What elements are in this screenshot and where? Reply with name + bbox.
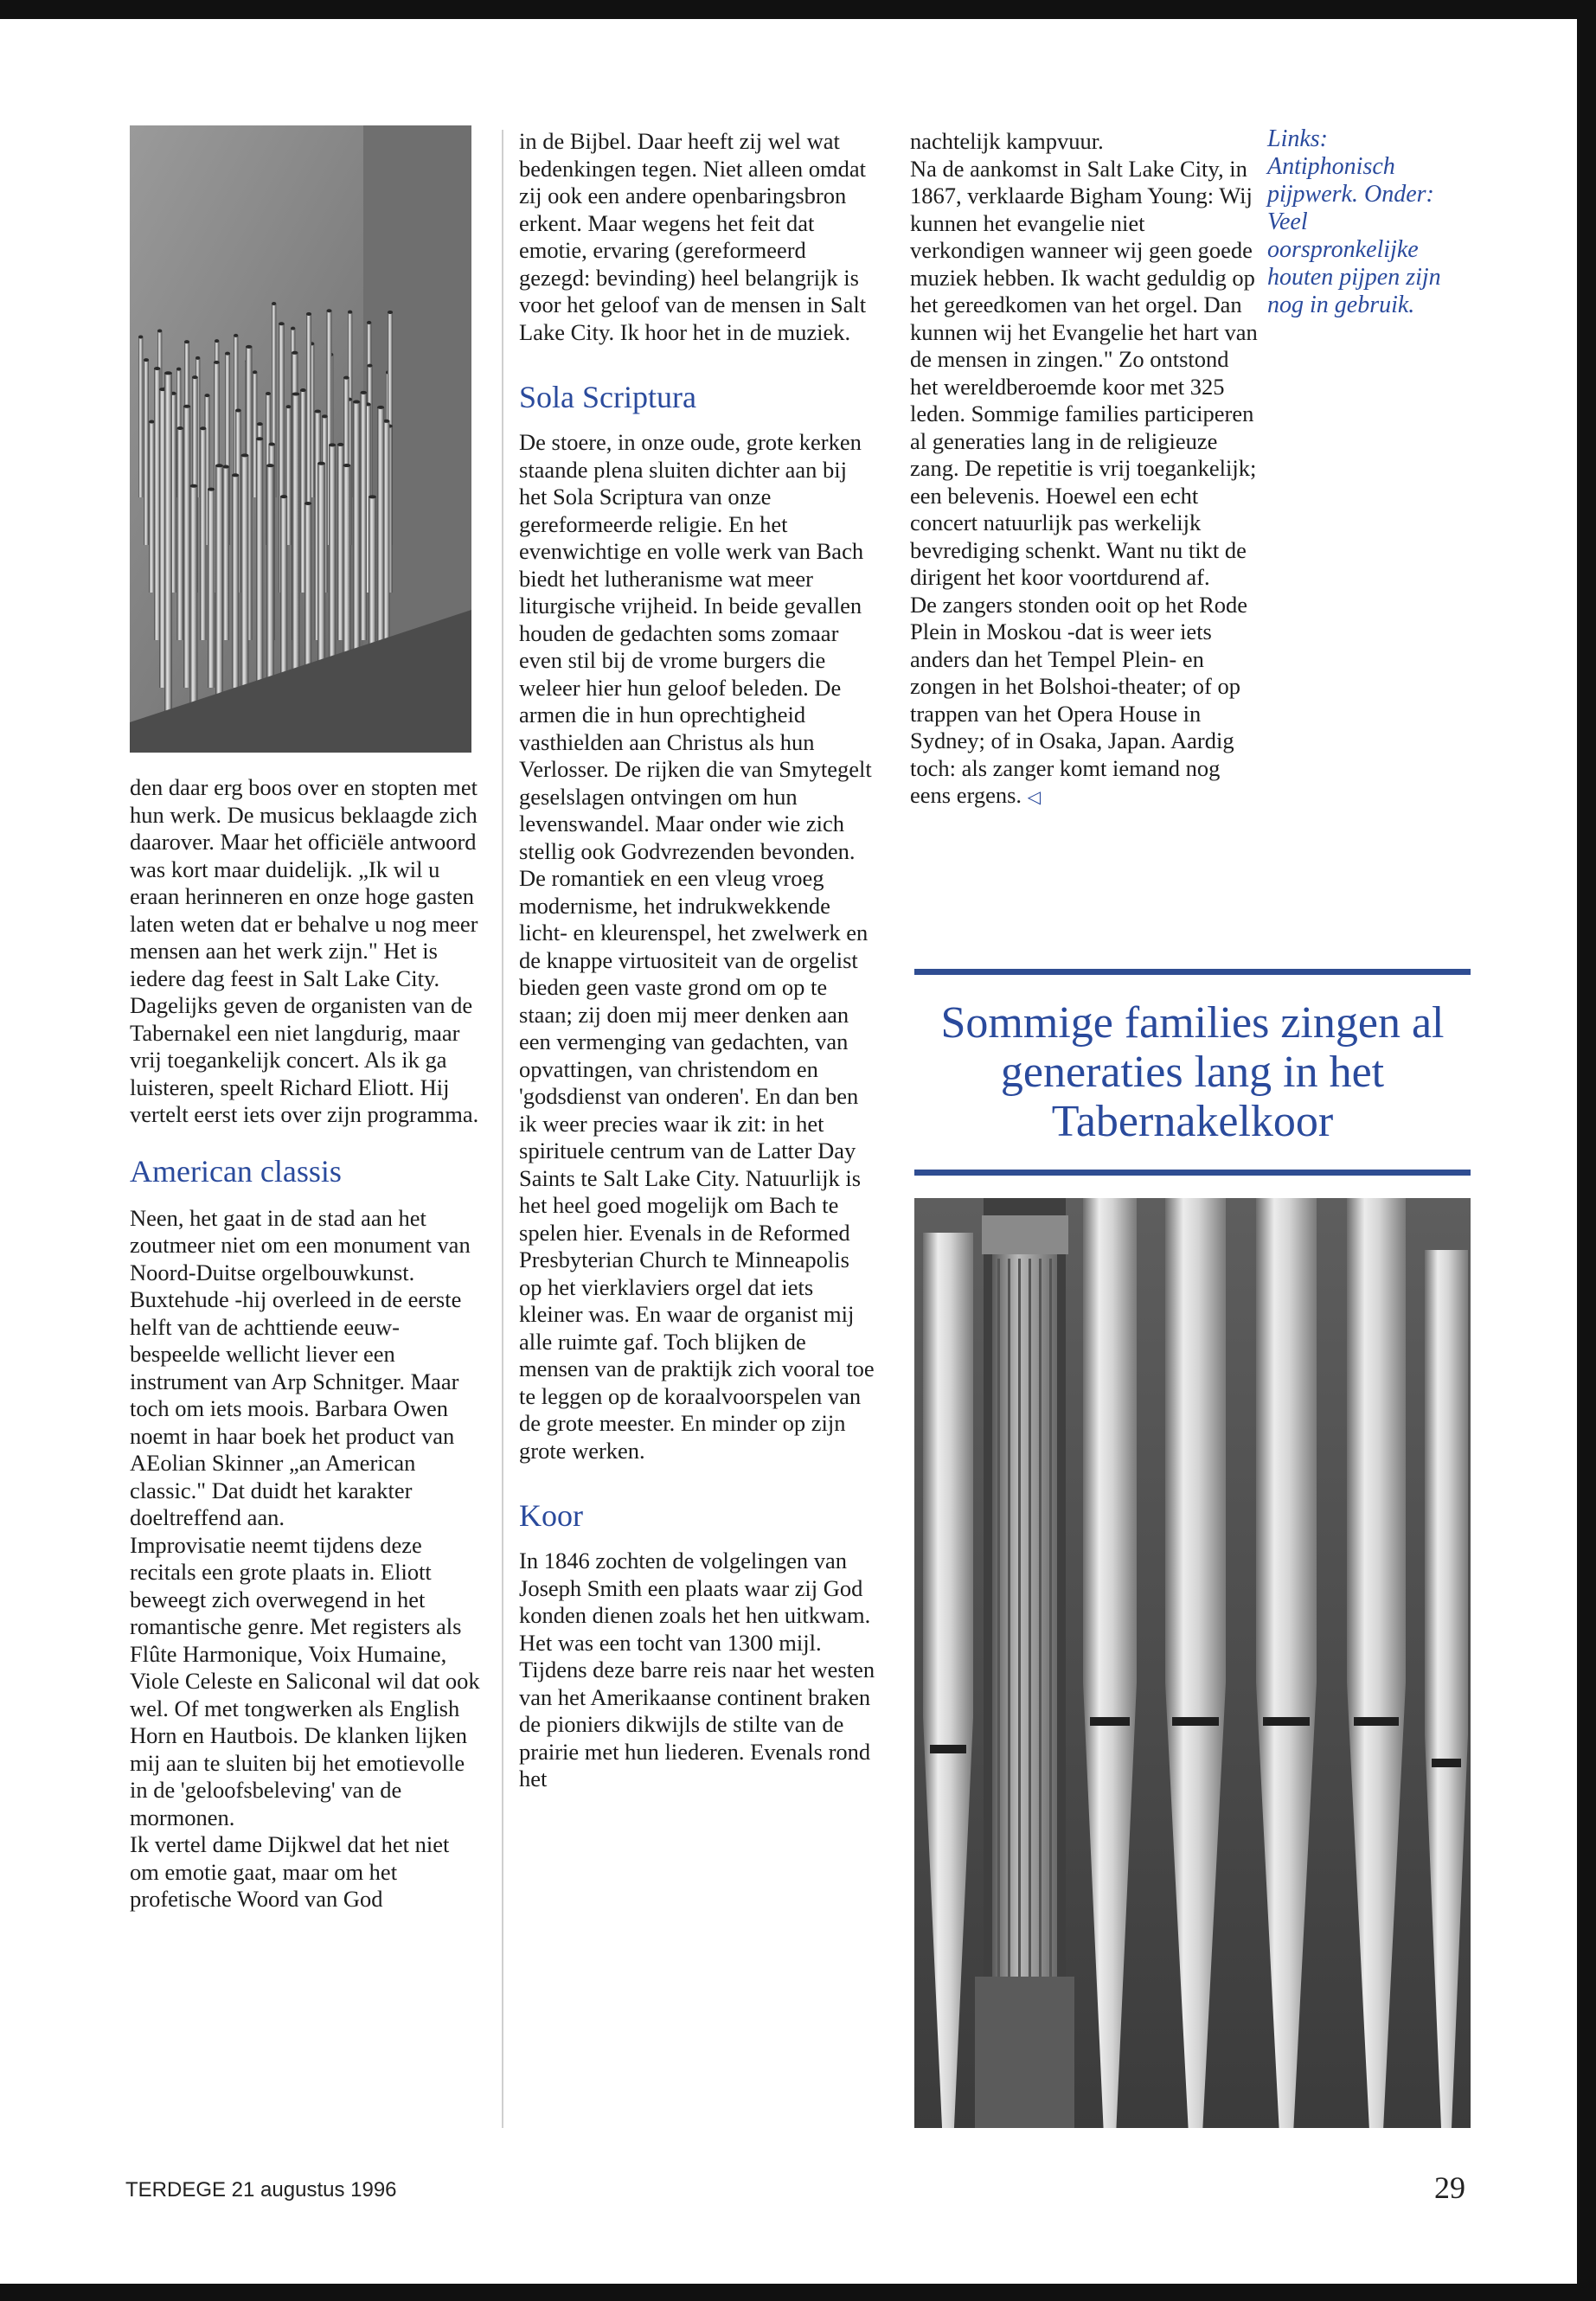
pipe-top (337, 443, 343, 446)
subheading-koor: Koor (519, 1498, 583, 1533)
column-base (975, 1977, 1074, 2128)
pipe-top (353, 401, 360, 404)
pipe-top (377, 406, 384, 409)
page-border-top (0, 0, 1596, 19)
pipe-top (361, 391, 367, 394)
pipe-top (223, 465, 229, 469)
pipe-top (343, 464, 351, 467)
pipe-top (138, 335, 143, 338)
column3-paragraph: Na de aankomst in Salt Lake City, in 1867, verklaarde Bigham Young: Wij kunnen het evangelie niet verkondigen wanneer wij geen goede muziek hebben. Ik wacht geduldig op het gereedkomen van het orgel. Dan kunnen wij het Evangelie het hart van de mensen in zingen." Zo ontstond het wereldberoemde koor met 325 leden. Sommige families participeren al generaties lang in de religieuze zang. De repetitie is vrij toegankelijk; een belevenis. Hoewel een echt concert natuurlijk pas werkelijk bevrediging schenkt. Want nu tikt de dirigent het koor voortdurend af. (910, 155, 1258, 590)
pipe-top (257, 422, 263, 426)
pipe-top (144, 358, 149, 362)
pipe-mouth (1432, 1759, 1461, 1767)
metal-pipe (190, 486, 198, 735)
column1-paragraph: Neen, het gaat in de stad aan het zoutmeer niet om een monument van Noord-Duitse orgelbouwkunst. Buxtehude -hij overleed in de eerste helft van de achttiende eeuw- bespeelde wellicht liever een instrument van Arp Schnitger. Maar toch om iets moois. Barbara Owen noemt in haar boek het product van AEolian Skinner „an American classic." Dat duidt het karakter doeltreffend aan. (130, 1204, 471, 1530)
photo-caption: Links: Antiphonisch pijpwerk. Onder: Veel oorspronkelijke houten pijpen zijn nog in gebruik. (1267, 125, 1441, 318)
pipe-top (315, 409, 321, 413)
pipe-mouth (1172, 1717, 1219, 1726)
metal-pipe (337, 445, 343, 640)
metal-pipe (280, 497, 287, 688)
pipe-top (266, 392, 271, 395)
metal-pipe (200, 428, 206, 640)
column-flute (1029, 1259, 1031, 1985)
pipe-mouth (1354, 1717, 1399, 1726)
metal-pipe (177, 428, 183, 640)
photo-wooden-pipes (914, 1198, 1471, 2128)
page-number: 29 (1434, 2170, 1465, 2205)
pipe-top (306, 312, 311, 316)
page-border-right (1577, 0, 1596, 2301)
pipe-top (322, 414, 328, 418)
pipe-top (369, 495, 376, 498)
pipe-top (183, 405, 190, 408)
pipe-top (291, 327, 295, 330)
pipe-top (329, 443, 336, 446)
front-pipe (1347, 1198, 1406, 1682)
column3-intro: nachtelijk kampvuur. (910, 128, 1104, 154)
column-flute (997, 1259, 1000, 1985)
front-pipe (1165, 1198, 1226, 1682)
column3-paragraph-text: De zangers stonden ooit op het Rode Plein in Moskou -dat is weer iets anders dan het Tempel Plein- en zongen in het Bolshoi-theater; of op trappen van het Opera House in Sydney; of in Osaka, Japan. Aardig toch: als zanger komt iemand nog eens ergens. (910, 591, 1248, 808)
page-border-bottom (0, 2284, 1596, 2301)
pipe-top (269, 443, 275, 446)
photo-antiphonal-pipework (130, 125, 471, 753)
pipe-top (343, 376, 349, 380)
pipe-top (157, 329, 162, 332)
pull-quote-rule-top (914, 969, 1471, 975)
metal-pipe (223, 467, 229, 640)
subheading-american-classis: American classis (130, 1153, 342, 1189)
front-pipe (923, 1233, 973, 1717)
pull-quote-rule-bottom (914, 1170, 1471, 1176)
pipe-top (195, 356, 200, 360)
column-flute (1008, 1259, 1010, 1985)
column1-paragraph: Ik vertel dame Dijkwel dat het niet om emotie gaat, maar om het profetische Woord van God (130, 1831, 450, 1912)
pipe-mouth (1090, 1717, 1130, 1726)
metal-pipe (361, 393, 367, 640)
front-pipe (1083, 1198, 1137, 1682)
article-column-1 (130, 774, 480, 1913)
pipe-top (164, 371, 172, 375)
metal-pipe (138, 336, 143, 497)
pipe-top (292, 351, 298, 355)
column-flute (1049, 1259, 1052, 1985)
column1-intro: den daar erg boos over en stopten met hun werk. De musicus beklaagde zich daarover. Maar het officiële antwoord was kort maar duidelijk. „Ik wil u eraan herinneren en onze hoge gasten laten weten dat er behalve u nog meer mensen aan het werk zijn." Het is iedere dag feest in Salt Lake City. Dagelijks geven de organisten van de Tabernakel een niet langdurig, maar vrij toegankelijk concert. Als ik ga luisteren, speelt Richard Eliott. Hij vertelt eerst iets over zijn programma. (130, 774, 479, 1127)
pipe-top (235, 408, 241, 412)
metal-pipe (256, 439, 263, 688)
column-capital (982, 1215, 1068, 1254)
pipe-top (266, 464, 274, 467)
pipe-top (214, 361, 220, 364)
pipe-top (184, 340, 189, 343)
column2-paragraph: De romantiek en een vleug vroeg modernisme, het indrukwekkende licht- en kleurenspel, het zwelwerk en de knappe virtuositeit van de orgelist bieden geen vaste grond om op te staan; zij doen mij meer denken aan een vermenging van gedachten, van opvattingen, van christendom en 'godsdienst van onderen'. En dan ben ik weer precies waar ik zit: in het spirituele centrum van de Latter Day Saints te Salt Lake City. Natuurlijk is het heel goed mogelijk om Bach te spelen hier. Evenals in de Reformed Presbyterian Church te Minneapolis op het vierklaviers orgel dat iets kleiner was. En waar de organist mij alle ruimte gaf. Toch blijken de mensen van de praktijk zich vooral toe te leggen op de koraalvoorspelen van de grote meester. En minder op zijn grote werken. (519, 865, 875, 1464)
pull-quote: Sommige families zingen al generaties lang in het Tabernakelkoor (940, 998, 1445, 1146)
column-flute (1039, 1259, 1042, 1985)
column2-intro: in de Bijbel. Daar heeft zij wel wat bedenkingen tegen. Niet alleen omdat zij ook een andere openbaringsbron erkent. Maar wegens het feit dat emotie, ervaring (gereformeerd gezegd: bevinding) heel belangrijk is voor het geloof van de mensen in Salt Lake City. Ik hoor het in de muziek. (519, 128, 867, 345)
column1-paragraph: Improvisatie neemt tijdens deze recitals een grote plaats in. Eliott beweegt zich overwegend in het romantische genre. Met registers als Flûte Harmonique, Voix Humaine, Viole Celeste en Saliconal wil dat ook wel. Of met tongwerken als English Horn en Hautbois. De klanken lijken mij aan te sluiten bij het emotievolle in de 'geloofsbeleving' van de mormonen. (130, 1531, 480, 1830)
pipe-top (190, 484, 198, 488)
pipe-top (215, 339, 219, 343)
wooden-pipes-image (914, 1198, 1471, 2128)
pipe-top (234, 334, 238, 337)
fluted-column (992, 1250, 1057, 1994)
column3-paragraph (910, 592, 1260, 812)
footer-publication: TERDEGE 21 augustus 1996 (125, 2178, 397, 2202)
pipe-top (177, 426, 183, 430)
pipe-mouth (930, 1745, 966, 1753)
subheading-sola-scriptura: Sola Scriptura (519, 380, 696, 414)
column2-paragraph: In 1846 zochten de volgelingen van Joseph Smith een plaats waar zij God konden dienen zoals het hen uitkwam. Het was een tocht van 1300 mijl. Tijdens deze barre reis naar het westen van het Amerikaanse continent braken de pioniers dikwijls de stilte van de prairie met hun liederen. Evenals rond het (519, 1548, 875, 1791)
column2-paragraph: De stoere, in onze oude, grote kerken staande plena sluiten dichter aan bij het Sola Scriptura van onze gereformeerde religie. En het evenwichtige en volle werk van Bach biedt het lutheranisme wat meer liturgische vrijheid. In beide gevallen houden de gedachten soms zomaar even stil bij de vrome burgers die weleer hier hun geloof beleden. De armen die in hun oprechtigheid vasthielden aan Christus als hun Verlosser. De rijken die van Smytegelt geselslagen ontvingen om hun levenswandel. Maar onder wie zich stellig ook Godvrezenden bevonden. (519, 429, 872, 864)
pipe-top (225, 352, 230, 356)
pull-quote-box (914, 969, 1471, 1176)
pipe-top (149, 420, 155, 424)
metal-pipe (304, 503, 311, 688)
pipe-top (279, 322, 285, 325)
article-column-3 (910, 128, 1260, 812)
pipe-top (232, 473, 239, 477)
pipe-top (192, 375, 198, 379)
pipe-top (286, 405, 292, 408)
metal-pipe (232, 475, 239, 688)
pipe-top (327, 309, 332, 312)
pipe-top (200, 426, 206, 430)
pipe-top (256, 437, 263, 440)
pipe-top (304, 502, 311, 505)
pipe-top (280, 495, 287, 498)
pipe-top (253, 370, 257, 374)
pipe-top (246, 345, 252, 349)
pipe-top (154, 367, 160, 370)
pipe-top (317, 462, 325, 465)
metal-pipe (208, 490, 215, 688)
pipe-top (176, 368, 181, 371)
pipe-top (241, 453, 249, 457)
pipe-top (348, 311, 352, 314)
column-flute (1018, 1259, 1021, 1985)
metal-pipe (353, 402, 360, 688)
metal-pipe (149, 422, 155, 593)
pipe-top (205, 394, 210, 397)
metal-pipe (183, 407, 190, 688)
pipe-top (208, 488, 215, 491)
pipe-top (300, 388, 306, 392)
pipe-top (215, 464, 223, 467)
pipe-top (388, 311, 393, 314)
antiphonal-pipework-image (130, 125, 471, 753)
pipe-top (292, 392, 300, 395)
pipe-top (368, 364, 373, 368)
end-of-article-icon: ◁ (1027, 788, 1042, 807)
metal-pipe (329, 445, 336, 688)
pipe-top (272, 302, 276, 305)
front-pipe (1425, 1250, 1468, 1734)
metal-pipe (144, 360, 149, 545)
pipe-top (367, 321, 371, 324)
article-column-2 (519, 128, 878, 1793)
column-divider (502, 130, 503, 2128)
pipe-mouth (1263, 1717, 1310, 1726)
front-pipe (1256, 1198, 1317, 1682)
metal-pipe (164, 373, 172, 735)
